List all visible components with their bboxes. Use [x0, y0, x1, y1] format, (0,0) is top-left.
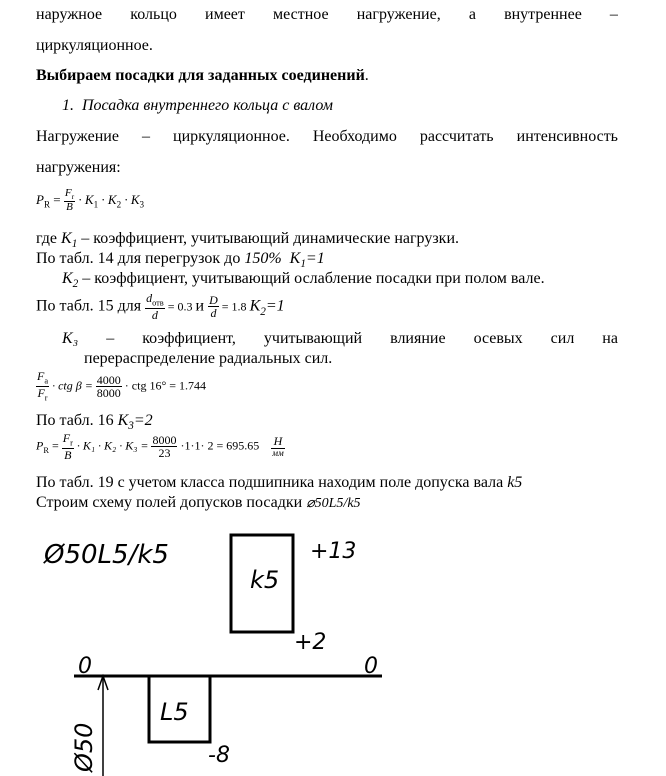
diameter-label: Ø50	[70, 722, 98, 772]
shaft-lower-deviation: +2	[294, 630, 327, 655]
para-load-line1	[36, 128, 618, 146]
frac-num: F	[64, 187, 72, 199]
formula-sub: R	[43, 199, 51, 210]
value: =1	[305, 250, 325, 267]
frac-num: 4000	[96, 372, 121, 387]
frac-den-sub: r	[44, 393, 48, 403]
ring-field-label: L5	[160, 698, 189, 726]
fraction-Fr-B	[62, 432, 74, 462]
symbol: K	[117, 412, 129, 429]
k1-definition	[36, 230, 459, 251]
word: на	[602, 330, 618, 347]
value: =2	[133, 412, 153, 429]
fraction-8000-23	[151, 434, 177, 460]
text: По табл. 15 для	[36, 297, 146, 315]
formula-fraction	[64, 188, 75, 214]
value: ⌀50L5/k5	[306, 496, 361, 511]
text: – коэффициент, учитывающий динамические нагрузки.	[77, 230, 459, 247]
shaft-upper-deviation: +13	[310, 539, 357, 564]
frac-den: d	[151, 308, 158, 323]
word: кольцо	[130, 6, 177, 23]
list-item-1	[62, 97, 333, 115]
word: внутреннее	[504, 6, 582, 23]
frac-den: 23	[158, 446, 171, 461]
value: =1	[265, 297, 285, 315]
frac-num-sub: отв	[152, 298, 164, 308]
value: k5	[507, 474, 523, 491]
symbol-sub: 2	[260, 305, 266, 318]
text: и	[195, 297, 209, 315]
word: влияние	[390, 330, 446, 347]
fraction-4000-8000	[96, 374, 122, 400]
heading-dot: .	[364, 67, 369, 84]
symbol: K₃	[62, 330, 79, 347]
word: –	[106, 330, 115, 347]
zero-label-left: 0	[78, 654, 92, 679]
formula-load-result	[36, 432, 285, 462]
text: Строим схему полей допусков посадки	[36, 494, 307, 511]
formula-symbol: P	[36, 438, 44, 453]
frac-num: F	[62, 431, 71, 445]
word: сил	[550, 330, 575, 347]
table16-line	[36, 412, 153, 433]
list-number: 1.	[62, 97, 74, 114]
value: 150%	[244, 250, 282, 267]
frac-den: 8000	[96, 386, 121, 401]
frac-num: F	[37, 369, 45, 383]
formula-symbol: P	[36, 191, 44, 207]
formula-part: · K	[121, 191, 140, 207]
frac-den: B	[66, 201, 73, 214]
list-text: Посадка внутреннего кольца с валом	[82, 97, 333, 114]
zero-label-right: 0	[364, 654, 378, 679]
text: По табл. 19 с учетом класса подшипника находим поле допуска вала	[36, 474, 508, 491]
word: наружное	[36, 6, 103, 23]
scheme-line	[36, 494, 361, 512]
word: коэффициент,	[142, 330, 236, 347]
symbol-sub: 3	[128, 420, 134, 433]
symbol: K	[61, 230, 72, 247]
para-top-line1	[36, 6, 618, 24]
text: – коэффициент, учитывающий ослабление посадки при полом вале.	[78, 270, 545, 287]
formula-part: · K₁ · K₂ · K₃ =	[76, 438, 149, 453]
word: –	[609, 6, 618, 23]
formula-eq: =	[51, 438, 59, 453]
frac-num-sub: r	[71, 192, 75, 202]
k3-definition-line1	[62, 330, 618, 348]
word: –	[141, 128, 150, 145]
frac-num: D	[209, 292, 218, 307]
symbol: K	[62, 270, 73, 287]
word: имеет	[205, 6, 245, 23]
frac-num: d	[146, 291, 153, 305]
word: а	[468, 6, 476, 23]
para-load-line2: нагружения:	[36, 159, 121, 176]
frac-num-sub: r	[70, 438, 73, 448]
formula-sub: R	[43, 446, 49, 456]
symbol-sub: 1	[300, 258, 306, 271]
formula-part: · K	[78, 191, 94, 207]
formula-eq: =	[53, 191, 61, 207]
frac-den: B	[64, 448, 72, 463]
table14-line	[36, 250, 325, 271]
symbol-sub: 2	[72, 278, 79, 291]
fraction-d-otv	[145, 292, 165, 322]
word: циркуляционное.	[173, 128, 290, 145]
tolerance-diagram	[0, 516, 666, 776]
word: нагружение,	[356, 6, 441, 23]
formula-sub: 1	[93, 199, 99, 210]
formula-load-intensity	[36, 188, 144, 214]
frac-den: F	[37, 386, 45, 401]
symbol: K	[289, 250, 301, 267]
formula-axial-ratio	[36, 370, 206, 403]
section-heading	[36, 67, 369, 85]
fraction-D-d	[208, 294, 219, 320]
ring-lower-deviation: -8	[208, 743, 230, 768]
frac-num: 8000	[152, 432, 177, 447]
heading-text: Выбираем посадки для заданных соединений	[36, 67, 365, 84]
shaft-field-label: k5	[250, 566, 280, 594]
text: По табл. 16	[36, 412, 118, 429]
formula-sub: 2	[116, 199, 122, 210]
symbol-sub: 1	[71, 238, 78, 251]
table15-line	[36, 292, 285, 322]
word: местное	[273, 6, 329, 23]
frac-num: Н	[273, 434, 283, 449]
k2-definition	[62, 270, 545, 291]
formula-part: · ctg β =	[52, 378, 93, 393]
formula-sub: 3	[139, 199, 145, 210]
text: По табл. 14 для перегрузок до	[36, 250, 245, 267]
word: учитывающий	[263, 330, 363, 347]
frac-num-sub: a	[44, 376, 49, 386]
formula-part: · K	[98, 191, 117, 207]
fraction-unit	[271, 435, 285, 458]
para-top-line2: циркуляционное.	[36, 37, 153, 54]
value: = 1.8	[218, 299, 250, 314]
word: осевых	[473, 330, 523, 347]
table19-line	[36, 474, 522, 492]
formula-part: ·1·1· 2 = 695.65	[180, 438, 260, 453]
word: Нагружение	[36, 128, 119, 145]
word: рассчитать	[419, 128, 494, 145]
formula-part: · ctg 16° = 1.744	[124, 378, 207, 393]
value: = 0.3	[164, 299, 196, 314]
word: интенсивность	[516, 128, 618, 145]
fit-label: Ø50L5/k5	[44, 540, 169, 570]
word: Необходимо	[312, 128, 397, 145]
frac-den: d	[210, 306, 217, 321]
frac-den: мм	[272, 447, 284, 458]
k3-definition-line2: перераспределение радиальных сил.	[84, 350, 333, 367]
symbol: K	[249, 297, 261, 315]
text: где	[36, 230, 62, 247]
fraction-Fa-Fr	[36, 370, 49, 403]
